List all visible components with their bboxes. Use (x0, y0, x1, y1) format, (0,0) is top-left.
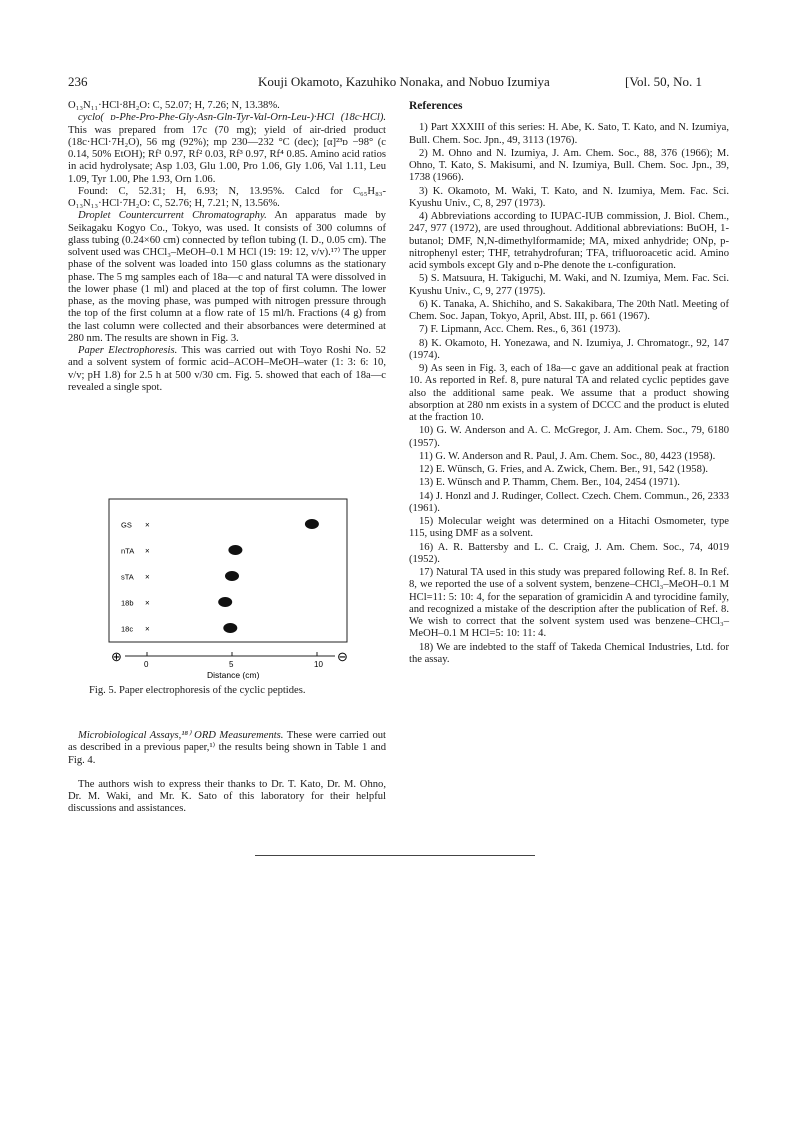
references-column (409, 100, 729, 666)
reference-item: 3) K. Okamoto, M. Waki, T. Kato, and N. Izumiya, Mem. Fac. Sci. Kyushu Univ., C, 8, 297 (1973). (409, 185, 729, 209)
spot-sTA (225, 571, 239, 581)
anode-symbol: ⊕ (111, 649, 122, 664)
dccc-heading: Droplet Countercurrent Chromatography. (78, 210, 267, 222)
reference-item: 7) F. Lipmann, Acc. Chem. Res., 6, 361 (1973). (419, 324, 621, 336)
reference-item: 6) K. Tanaka, A. Shichiho, and S. Sakakibara, The 20th Natl. Meeting of Chem. Soc. Japan, Tokyo, April, Abst. III, p. 661 (1967). (409, 298, 729, 322)
electrophoresis-body: This was carried out with Toyo Roshi No. 52 and a solvent system of formic acid–ACOH–MeOH–water (1: 3: 6: 10, v/v; pH 1.8) for 2.5 h at 500 v/30 cm. Fig. 5. showed that each of 18a—c revealed a single spot. (68, 345, 386, 393)
page-number: 236 (68, 74, 88, 89)
dccc-paragraph (68, 210, 386, 345)
spot-18b (218, 597, 232, 607)
x-axis-label: Distance (cm) (207, 670, 260, 680)
found-calcd-line: Found: C, 52.31; H, 6.93; N, 13.95%. Calcd for C₆₅H₈₃-O₁₃N₁₃·HCl·7H₂O: C, 52.76; H, 7.21; N, 13.56%. (68, 185, 386, 209)
reference-item: 14) J. Honzl and J. Rudinger, Collect. Czech. Chem. Commun., 26, 2333 (1961). (409, 490, 729, 514)
lane-label-GS: GS (121, 520, 132, 530)
assays-heading: Microbiological Assays,¹⁸⁾ ORD Measurements. (78, 730, 284, 741)
calc-line: O₁₃N₁₁·HCl·8H₂O: C, 52.07; H, 7.26; N, 13.38%. (68, 100, 280, 111)
running-head-authors: Kouji Okamoto, Kazuhiko Nonaka, and Nobuo Izumiya (258, 74, 550, 89)
compound-title: cyclo( ᴅ-Phe-Pro-Phe-Gly-Asn-Gln-Tyr-Val-Orn-Leu-)·HCl (18c·HCl). (78, 112, 386, 124)
reference-item: 1) Part XXXIII of this series: H. Abe, K. Sato, T. Kato, and N. Izumiya, Bull. Chem. Soc. Jpn., 49, 3113 (1976). (409, 122, 729, 146)
lane-label-nTA: nTA (121, 546, 135, 556)
tick-label: 10 (314, 660, 323, 669)
left-column (68, 100, 386, 394)
assays-body: These were carried out as described in a previous paper,¹⁾ the results being shown in Table 1 and Fig. 4. (68, 730, 386, 766)
spot-18c (223, 623, 237, 633)
electrophoresis-paragraph (68, 345, 386, 394)
reference-list (409, 122, 729, 666)
end-rule (255, 855, 535, 856)
reference-item: 11) G. W. Anderson and R. Paul, J. Am. Chem. Soc., 80, 4423 (1958). (419, 450, 716, 462)
origin-marker: × (145, 520, 150, 530)
reference-item: 9) As seen in Fig. 3, each of 18a—c gave an additional peak at fraction 10. As reported in Ref. 8, pure natural TA and related cyclic peptides gave also the additional same peak. We assume that a product showing absorption at 280 nm exists in a system of DCCC and the product is eluted at the fraction 10. (409, 363, 729, 423)
reference-item: 2) M. Ohno and N. Izumiya, J. Am. Chem. Soc., 88, 376 (1966); M. Ohno, T. Kato, S. Makisumi, and N. Izumiya, Bull. Chem. Soc. Jpn., 39, 1738 (1966). (409, 147, 729, 184)
tick-label: 0 (144, 660, 149, 669)
origin-marker: × (145, 598, 150, 608)
cathode-symbol: ⊖ (337, 649, 348, 664)
reference-item: 10) G. W. Anderson and A. C. McGregor, J. Am. Chem. Soc., 79, 6180 (1957). (409, 425, 729, 449)
figure-5-caption: Fig. 5. Paper electrophoresis of the cyclic peptides. (89, 685, 306, 696)
compound-18c-paragraph (68, 112, 386, 186)
reference-item: 5) S. Matsuura, H. Takiguchi, M. Waki, and N. Izumiya, Mem. Fac. Sci. Kyushu Univ., C, 9, 277 (1975). (409, 273, 729, 297)
assays-paragraph (68, 730, 386, 767)
origin-marker: × (145, 572, 150, 582)
spot-GS (305, 519, 319, 529)
dccc-body: An apparatus made by Seikagaku Kogyo Co., Tokyo, was used. It consists of 300 columns of glass tubing (0.24×60 cm) connected by teflon tubing (I. D., 0.05 cm). The solvent used was CHCl₃–MeOH–0.1 M HCl (19: 19: 12, v/v).¹⁷⁾ The upper phase of the solvent was loaded into 150 glass columns as the stationary phase. The 5 mg samples each of 18a—c and natural TA were dissolved in the lower phase (1 ml) and placed at the top of first column. The lower phase, as the moving phase, was pumped with nitrogen pressure through the top of the first column at a flow rate of 15 ml/h. Fractions (4 g) from the last column were collected and their absorbances were determined at 280 nm. The results are shown in Fig. 3. (68, 210, 386, 344)
reference-item: 4) Abbreviations according to IUPAC-IUB commission, J. Biol. Chem., 247, 977 (1972), are used throughout. Additional abbreviations: BuOH, 1-butanol; DMF, N,N-dimethylformamide; MA, mixed anhydride; ONp, p-nitrophenyl ester; THF, tetrahydrofuran; TFA, trifluoroacetic acid. Amino acid symbols except Gly and ᴅ-Phe denote the ʟ-configuration. (409, 211, 729, 271)
figure-5-electrophoresis (105, 495, 365, 685)
lane-label-sTA: sTA (121, 572, 134, 582)
reference-item: 15) Molecular weight was determined on a Hitachi Osmometer, type 115, using DMF as a solvent. (409, 516, 729, 540)
reference-item: 16) A. R. Battersby and L. C. Craig, J. Am. Chem. Soc., 74, 4019 (1952). (409, 541, 729, 565)
reference-item: 13) E. Wünsch and P. Thamm, Chem. Ber., 104, 2454 (1971). (419, 477, 680, 489)
acknowledgment: The authors wish to express their thanks to Dr. T. Kato, Dr. M. Ohno, Dr. M. Waki, and Mr. K. Sato of this laboratory for their helpful discussions and assistances. (68, 778, 386, 815)
reference-item: 18) We are indebted to the staff of Takeda Chemical Industries, Ltd. for the assay. (409, 641, 729, 665)
tick-label: 5 (229, 660, 234, 669)
reference-item: 8) K. Okamoto, H. Yonezawa, and N. Izumiya, J. Chromatogr., 92, 147 (1974). (409, 337, 729, 361)
electrophoresis-heading: Paper Electrophoresis. (78, 345, 178, 356)
lane-label-18b: 18b (121, 598, 134, 608)
compound-body: This was prepared from 17c (70 mg); yield of air-dried product (18c·HCl·7H₂O), 56 mg (92%); mp 230—232 °C (dec); [α]²³ᴅ −98° (c 0.14, 50% EtOH); Rf¹ 0.97, Rf² 0.03, Rf³ 0.97, Rf⁴ 0.85. Amino acid ratios in acid hydrolysate; Asp 1.03, Glu 1.00, Pro 1.06, Gly 1.06, Val 1.11, Leu 1.09, Tyr 1.00, Phe 1.93, Orn 1.06. (68, 124, 386, 185)
references-heading: References (409, 100, 463, 112)
origin-marker: × (145, 546, 150, 556)
lane-label-18c: 18c (121, 624, 134, 634)
running-head-volume: [Vol. 50, No. 1 (625, 74, 703, 89)
origin-marker: × (145, 624, 150, 634)
reference-item: 12) E. Wünsch, G. Fries, and A. Zwick, Chem. Ber., 91, 542 (1958). (419, 464, 709, 475)
spot-nTA (228, 545, 242, 555)
left-column-lower (68, 730, 386, 816)
reference-item: 17) Natural TA used in this study was prepared following Ref. 8. In Ref. 8, we reported the use of a solvent system, benzene–CHCl₃–MeOH–0.1 M HCl=11: 5: 10: 4, for the separation of gramicidin A and tyrocidine family, and recognized a mistake of the description after the publication of Ref. 8. We wish to correct that the solvent system used was benzene–CHCl₃–MeOH–0.1 M HCl=5: 10: 11: 4. (409, 567, 729, 640)
